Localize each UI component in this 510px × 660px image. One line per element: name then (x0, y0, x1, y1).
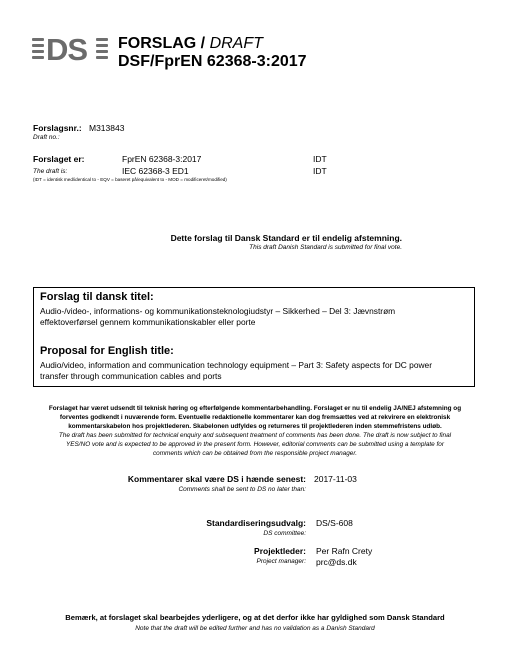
notice-en-line-3: comments which can be obtained from the responsible project manager. (152, 450, 358, 457)
header-title-main: FORSLAG / (118, 35, 210, 52)
committee-label-en: DS committee: (263, 530, 306, 537)
project-manager-label: Projektleder: (254, 546, 306, 556)
committee-value: DS/S-608 (316, 518, 353, 528)
committee-label: Standardiseringsudvalg: (206, 518, 306, 528)
logo-letters: DS (46, 32, 88, 67)
header-title (118, 35, 263, 53)
en-title-line-1: Audio/video, information and communication technology equipment – Part 3: Safety aspects for DC power (40, 360, 432, 370)
notice-en-line-1: The draft has been submitted for technical enquiry and subsequent treatment of comments has been done. The draft is now subject to final (58, 432, 452, 439)
footer-en: Note that the draft will be edited further and has no validation as a Danish Standard (135, 625, 375, 632)
proposal-is-code: IDT (313, 154, 327, 164)
notice-da-line-2: forventes godkendt i nuværende form. Eventuelle redaktionelle kommentarer kan dog fremsættes ved at rekvirere en elektronisk (59, 414, 451, 421)
submitted-da: Dette forslag til Dansk Standard er til endelig afstemning. (170, 233, 402, 243)
title-box (33, 287, 475, 387)
en-title-heading: Proposal for English title: (40, 345, 174, 357)
footer-da: Bemærk, at forslaget skal bearbejdes yderligere, og at det derfor ikke har gyldighed som Dansk Standard (65, 613, 445, 622)
proposal-is-label-en: The draft is: (33, 168, 68, 175)
da-title-line-1: Audio-/video-, informations- og kommunikationsteknologiudstyr – Sikkerhed – Del 3: Jævnstrøm (40, 306, 396, 316)
project-manager-email[interactable]: prc@ds.dk (316, 557, 357, 567)
project-manager-label-en: Project manager: (256, 558, 306, 565)
da-title-heading: Forslag til dansk titel: (40, 291, 154, 303)
da-title-line-2: effektoverførsel gennem kommunikationskabler eller porte (40, 317, 256, 327)
header-title-draft: DRAFT (209, 35, 263, 52)
proposal-is-label: Forslaget er: (33, 154, 85, 164)
project-manager-name: Per Rafn Crety (316, 546, 373, 556)
en-title-line-2: transfer through communication cables and ports (40, 371, 222, 381)
logo-bars-left (32, 38, 44, 62)
proposal-is-value-en: IEC 62368-3 ED1 (122, 166, 189, 176)
comments-due-label-en: Comments shall be sent to DS no later than: (178, 486, 306, 493)
proposal-no-value: M313843 (89, 123, 125, 133)
proposal-is-value: FprEN 62368-3:2017 (122, 154, 202, 164)
equivalence-legend: (IDT = identisk med/identical to - EQV = baseret på/equivalent to - MOD = modificeret/modified) (33, 177, 227, 182)
notice-en-line-2: YES/NO vote and is expected to be approved in the present form. However, editorial comments can be submitted using a template for (66, 441, 444, 448)
notice-da-line-1: Forslaget har været udsendt til teknisk høring og efterfølgende kommentarbehandling. Forslaget er nu til endelig JA/NEJ afstemning og (48, 405, 462, 412)
header-doc-id: DSF/FprEN 62368-3:2017 (118, 53, 307, 70)
proposal-no-label-en: Draft no.: (33, 134, 60, 141)
proposal-is-code-en: IDT (313, 166, 327, 176)
comments-due-value: 2017-11-03 (314, 474, 357, 484)
logo-bars-right (96, 38, 108, 62)
notice-da-line-3: kommentarskabelon hos projektlederen. Skabelonen udfyldes og returneres til projektlederen inden stemmefristens udløb. (68, 423, 442, 430)
proposal-no-label: Forslagsnr.: (33, 123, 82, 133)
submitted-en: This draft Danish Standard is submitted for final vote. (249, 244, 402, 251)
ds-logo (32, 32, 110, 67)
comments-due-label: Kommentarer skal være DS i hænde senest: (127, 474, 306, 484)
